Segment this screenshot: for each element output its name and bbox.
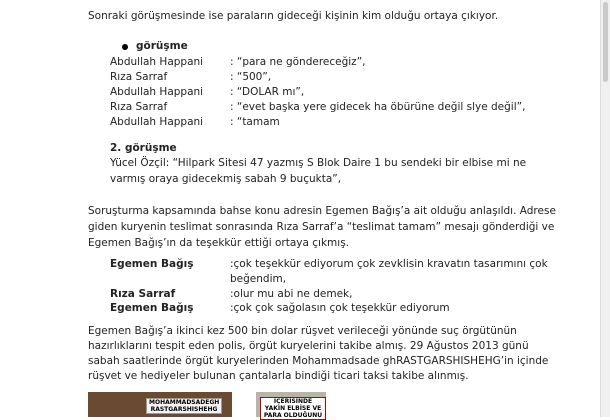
- photo-left-caption: MOHAMMADSADEGH RASTGARSHISHEHG: [146, 398, 222, 414]
- section2-line: varmış oraya gidecekmiş sabah 9 buçukta”,: [110, 173, 342, 185]
- paragraph-line: hazırlıklarını tespit eden polis, örgüt kuryelerini takibe almış. 29 Ağustos 2013 günü: [88, 340, 529, 352]
- photo-right-caption: İÇERİSİNDE YAKIN ELBİSE VE PARA OLDUĞUNU: [260, 397, 326, 420]
- dialog-speaker: Egemen Bağış: [110, 258, 194, 270]
- dialog-text: :çok teşekkür ediyorum çok zevklisin kravatın tasarımını çok: [230, 258, 548, 270]
- dialog-speaker: Rıza Sarraf: [110, 71, 168, 83]
- dialog-speaker: Abdullah Happani: [110, 116, 204, 128]
- section1-heading: görüşme: [136, 40, 188, 52]
- dialog-speaker: Rıza Sarraf: [110, 288, 176, 300]
- paragraph-line: sabah saatlerinde örgüt kuryelerinden Mohammadsade ghRASTGARSHISHEHG’in içinde: [88, 355, 549, 367]
- paragraph-line: Soruşturma kapsamında bahse konu adresin Egemen Bağış’a ait olduğu anlaşıldı. Adrese: [88, 205, 556, 217]
- section2-line: Yücel Özçil: “Hilpark Sitesi 47 yazmış S Blok Daire 1 bu sendeki bir elbise mi ne: [110, 157, 527, 169]
- scrollbar-thumb[interactable]: [603, 2, 608, 82]
- dialog-speaker: Abdullah Happani: [110, 86, 204, 98]
- dialog-text-cont: beğendim,: [230, 273, 287, 285]
- dialog-speaker: Abdullah Happani: [110, 56, 204, 68]
- photo-left: [88, 392, 232, 417]
- dialog-text: : “tamam: [230, 116, 280, 128]
- bullet-icon: [122, 44, 128, 50]
- dialog-speaker: Egemen Bağış: [110, 302, 194, 314]
- section2-heading: 2. görüşme: [110, 142, 177, 154]
- paragraph-line: Egemen Bağış’a ikinci kez 500 bin dolar rüşvet verileceği yönünde suç örgütünün: [88, 325, 517, 337]
- intro-text: Sonraki görüşmesinde ise paraların gideceği kişinin kim olduğu ortaya çıkıyor.: [88, 10, 499, 22]
- paragraph-line: giden kuryenin teslimat sonrasında Rıza Sarraf’a “teslimat tamam” mesajı gönderdiği ve: [88, 221, 555, 233]
- dialog-text: : “DOLAR mı”,: [230, 86, 305, 98]
- vertical-scrollbar[interactable]: [600, 0, 610, 417]
- dialog-text: : “500”,: [230, 71, 272, 83]
- dialog-text: :olur mu abi ne demek,: [230, 288, 353, 300]
- dialog-text: :çok çok sağolasın çok teşekkür ediyorum: [230, 302, 450, 314]
- paragraph-line: Egemen Bağış’ın da teşekkür ettiği ortaya çıkmış.: [88, 237, 350, 249]
- photo-right: [256, 392, 326, 417]
- dialog-speaker: Rıza Sarraf: [110, 101, 168, 113]
- dialog-text: : “para ne göndereceğiz”,: [230, 56, 366, 68]
- paragraph-line: rüşvet ve hediyeler bulunan çantalarla bindiği ticari taksi takibe alınmış.: [88, 370, 469, 382]
- dialog-text: : “evet başka yere gidecek ha öbürüne değil slye değil”,: [230, 101, 526, 113]
